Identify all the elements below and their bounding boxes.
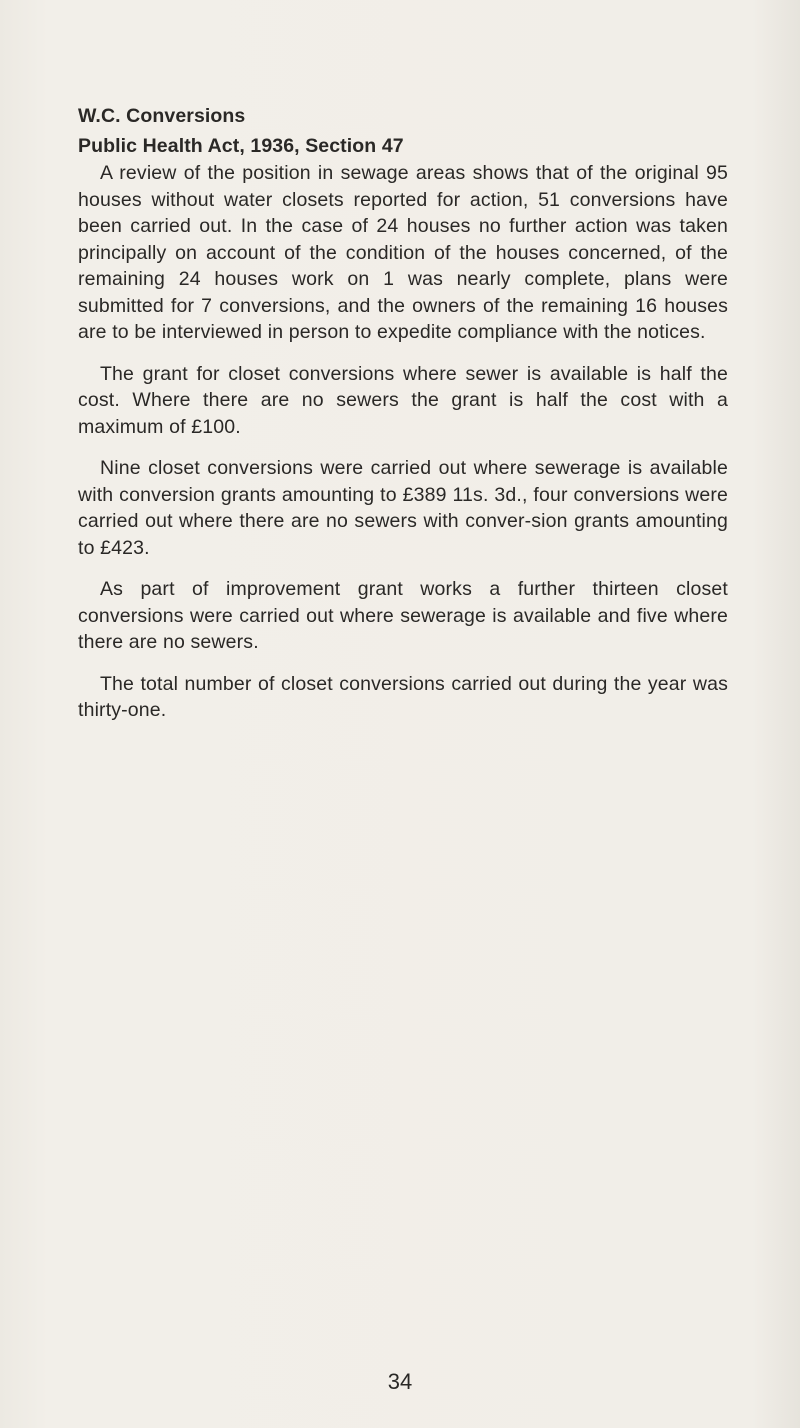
paragraph-grant: The grant for closet conversions where sewer is available is half the cost. Where there are no sewers the grant is half the cost with a maximum of £100. [78,362,728,438]
section-heading: W.C. Conversions [78,105,246,127]
page-number: 34 [387,1369,413,1394]
page-content [78,103,728,739]
paragraph-review: A review of the position in sewage areas shows that of the original 95 houses without water closets reported for action, 51 conversions have been carried out. In the case of 24 houses no further action was taken principally on account of the condition of the houses concerned, of the remaining 24 houses work on 1 was nearly complete, plans were submitted for 7 conversions, and the owners of the remaining 16 houses are to be interviewed in person to expedite compliance with the notices. [78,162,728,343]
section-subheading: Public Health Act, 1936, Section 47 [78,135,404,157]
paragraph-nine-conversions: Nine closet conversions were carried out where sewerage is available with conversion grants amounting to £389 11s. 3d., four conversions were carried out where there are no sewers with conver-sion grants amounting to £423. [78,457,728,559]
paragraph-total: The total number of closet conversions carried out during the year was thirty-one. [78,672,728,721]
paragraph-improvement-grant: As part of improvement grant works a further thirteen closet conversions were carried out where sewerage is available and five where there are no sewers. [78,578,728,653]
